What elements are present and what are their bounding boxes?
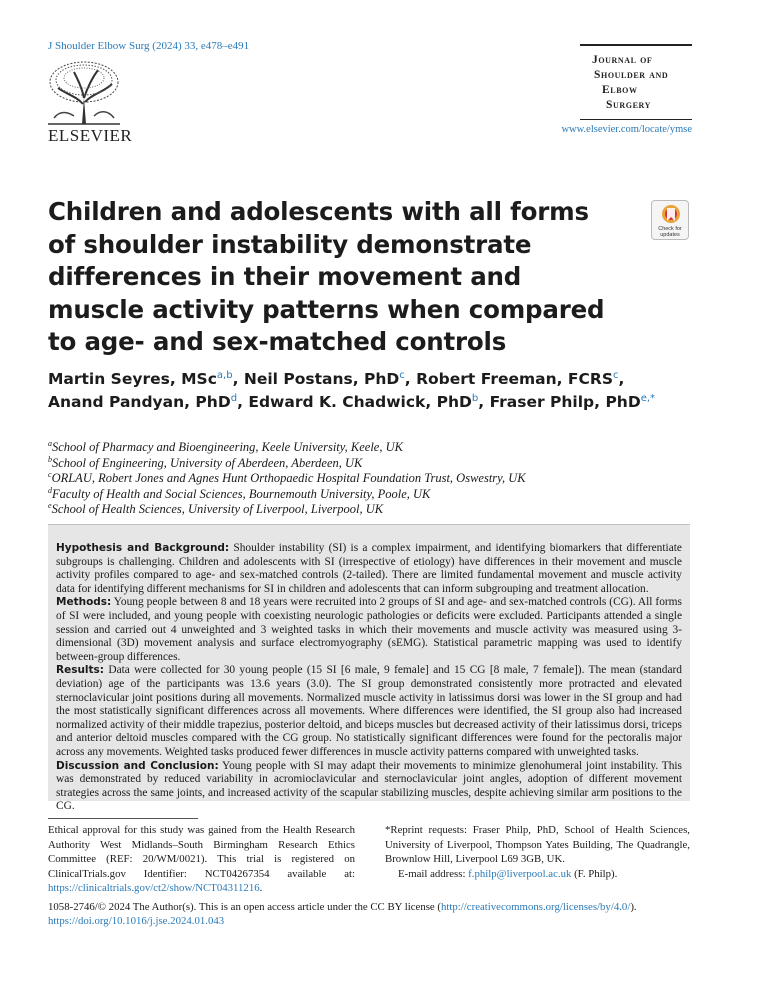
email-owner: (F. Philp).: [574, 867, 618, 880]
abstract-section: [56, 596, 682, 664]
affiliation-text: ORLAU, Robert Jones and Agnes Hunt Orthopaedic Hospital Foundation Trust, Oswestry, UK: [51, 471, 526, 485]
check-label-line: Check for: [658, 226, 682, 232]
affiliation-list: [48, 440, 688, 518]
affiliation-item: [48, 440, 688, 456]
author-name: Fraser Philp, PhD: [489, 393, 641, 411]
ethics-text: Ethical approval for this study was gained from the Health Research Authority West Midlands–South Birmingham Research Ethics Committee (REF: 20/WM/0021). This trial is registered on ClinicalTrials.gov Identifier: NCT04267354 available at:: [48, 824, 355, 880]
ethics-end: .: [259, 882, 263, 894]
journal-url-link[interactable]: www.elsevier.com/locate/ymse: [561, 124, 692, 135]
license-line: [48, 900, 690, 914]
affiliation-item: [48, 502, 688, 518]
footnote-divider: [48, 818, 198, 819]
license-text: 1058-2746/© 2024 The Author(s). This is an open access article under the CC BY license (: [48, 901, 442, 913]
journal-name-line: Shoulder and: [594, 69, 669, 81]
author-list: Martin Seyres, MSc$^{a,b}$, Neil Postans, PhD$^c$, Robert Freeman, FCRS$^c$, Anand Pandyan, PhD$^d$, Edward K. Chadwick, PhD$^b$, Fraser Philp, PhD$^{e,*}$: [48, 369, 656, 411]
author-name: Anand Pandyan, PhD: [48, 393, 231, 411]
abstract-section: [56, 542, 682, 596]
abstract-heading: Discussion and Conclusion:: [56, 759, 219, 772]
abstract-box: [48, 524, 690, 813]
ethics-footnote: [48, 823, 355, 896]
affiliation-text: School of Health Sciences, University of Liverpool, Liverpool, UK: [51, 502, 384, 516]
affiliation-text: School of Engineering, University of Aberdeen, Aberdeen, UK: [52, 455, 363, 470]
abstract-section: [56, 664, 682, 759]
journal-name-line: Surgery: [606, 99, 651, 111]
affiliation-mark: c: [48, 469, 52, 479]
abstract-heading: Results:: [56, 664, 104, 677]
journal-name-line: Elbow: [602, 84, 638, 96]
journal-citation[interactable]: J Shoulder Elbow Surg (2024) 33, e478–e491: [48, 40, 250, 52]
reprint-text: *Reprint requests: Fraser Philp, PhD, School of Health Sciences, University of Liverpool, Thompson Yates Building, The Quadrangle, Brownlow Hill, Liverpool L69 3GB, UK.: [385, 824, 690, 865]
author-affiliation-mark[interactable]: c: [612, 369, 619, 381]
author-name: Neil Postans, PhD: [243, 370, 400, 388]
publisher-name: ELSEVIER: [48, 126, 133, 145]
affiliation-mark: a: [48, 438, 52, 448]
affiliation-mark: e: [48, 500, 52, 510]
author-affiliation-mark[interactable]: b: [471, 392, 479, 404]
affiliation-item: [48, 471, 688, 487]
affiliation-mark: d: [48, 485, 52, 495]
clinicaltrials-link[interactable]: https://clinicaltrials.gov/ct2/show/NCT04311216: [48, 882, 260, 894]
author-affiliation-mark[interactable]: c: [399, 369, 405, 381]
abstract-section: [56, 760, 682, 814]
author-name: Edward K. Chadwick, PhD: [248, 393, 472, 411]
abstract-text: Young people with SI may adapt their movements to minimize glenohumeral joint instability. This was demonstrated by reduced variability in acromioclavicular and sternoclavicular joint angles, adoption of different movement strategies across the same joints, and increased activity of the scapular stabilizing muscles, despite achieving similar arm positions to the CG.: [56, 759, 682, 813]
author-affiliation-mark[interactable]: d: [230, 392, 238, 404]
affiliation-text: Faculty of Health and Social Sciences, Bournemouth University, Poole, UK: [52, 486, 431, 501]
abstract-heading: Hypothesis and Background:: [56, 542, 230, 554]
journal-name-line: Journal of: [592, 54, 653, 66]
check-label-line: updates: [660, 232, 680, 238]
article-title: Children and adolescents with all forms of shoulder instability demonstrate differences in their movement and muscle activity patterns when compared to age- and sex-matched controls: [48, 197, 605, 356]
affiliation-item: [48, 456, 688, 472]
bookmark-icon: [661, 204, 681, 226]
email-label: E-mail address:: [398, 867, 466, 880]
author-name: Martin Seyres, MSc: [48, 370, 217, 388]
license-end: ).: [630, 901, 637, 913]
abstract-heading: Methods:: [56, 596, 112, 609]
abstract-text: Young people between 8 and 18 years were recruited into 2 groups of SI and age- and sex-matched controls (CG). All forms of SI were included, and young people with coexisting neurologic pathologies or deficits were excluded. Participants attended a single session and carried out 4 unweighted and 3 weighted tasks in which their movements and muscle activity was measured using 3-dimensional (3D) movement analysis and surface electromyography (sEMG). Statistical parametric mapping was used to identify between-group differences.: [56, 596, 682, 663]
author-name: Robert Freeman, FCRS: [416, 370, 613, 388]
page-footer: [48, 900, 690, 928]
abstract-text: Shoulder instability (SI) is a complex impairment, and identifying biomarkers that differentiate subgroups is challenging. Children and adolescents with SI (irrespective of etiology) have differences in their movement and muscle activity profiles compared to age- and sex-matched controls (2-tailed). There are limited fundamental movement and muscle activity data for identifying different mechanisms for SI in children and adolescents that can inform subgrouping and treatment allocation.: [56, 542, 682, 595]
author-affiliation-mark[interactable]: e,*: [640, 392, 656, 404]
email-link[interactable]: f.philp@liverpool.ac.uk: [468, 867, 572, 880]
check-for-updates-label: [652, 226, 688, 238]
affiliation-mark: b: [48, 454, 52, 464]
reprint-footnote: [385, 823, 690, 881]
email-line: [385, 867, 690, 882]
doi-link[interactable]: https://doi.org/10.1016/j.jse.2024.01.043: [48, 915, 225, 927]
check-for-updates-button[interactable]: [651, 200, 689, 240]
license-link[interactable]: http://creativecommons.org/licenses/by/4.0/: [441, 901, 631, 913]
author-affiliation-mark[interactable]: a,b: [216, 369, 233, 381]
affiliation-item: [48, 487, 688, 503]
abstract-text: Data were collected for 30 young people (15 SI [6 male, 9 female] and 15 CG [8 male, 7 female]). The mean (standard deviation) age of the participants was 13.6 years (3.0). The SI group demonstrated consistently more protracted and elevated sternoclavicular joint positions during all movements. Normalized muscle activity in latissimus dorsi was lower in the SI group and had the most statistically significant differences across all movements. Where differences were identified, the SI group also had increased normalized activity of their middle trapezius, posterior deltoid, and biceps muscles but decreased activity of their latissimus dorsi, triceps and anterior deltoid muscles compared with the CG group. No statistically significant differences were found for the pectoralis major across any movements. Weighted tasks produced fewer differences in muscle activity patterns compared with unweighted tasks.: [56, 664, 682, 758]
journal-masthead: [580, 44, 692, 120]
affiliation-text: School of Pharmacy and Bioengineering, Keele University, Keele, UK: [52, 440, 403, 454]
